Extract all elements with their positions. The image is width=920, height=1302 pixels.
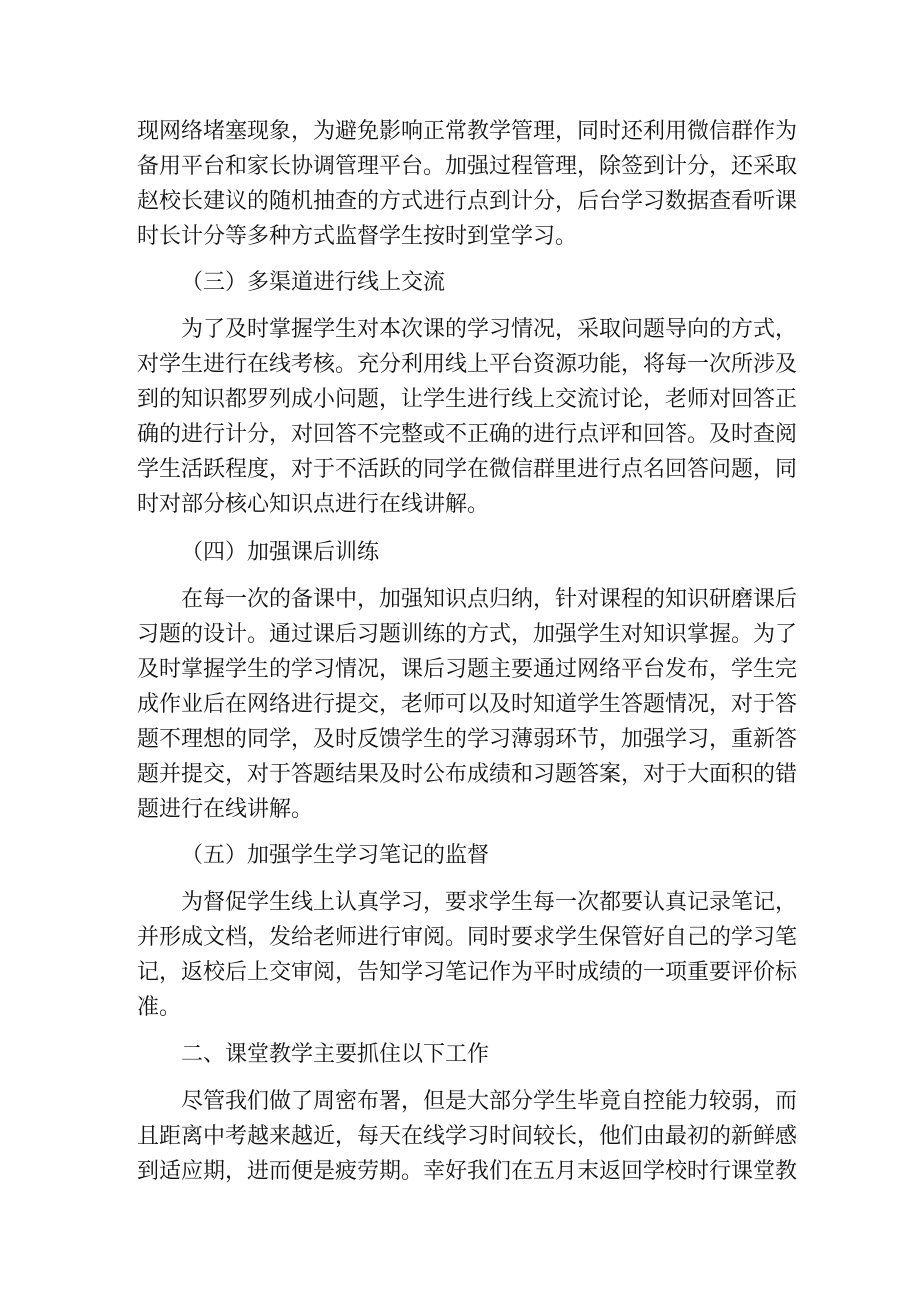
heading-section-4: [137, 535, 797, 570]
text-line: 时对部分核心知识点进行在线讲解。: [137, 492, 490, 517]
heading-section-5: [137, 838, 797, 873]
text-line: 习题的设计。通过课后习题训练的方式，加强学生对知识掌握。为了: [137, 622, 798, 647]
text-line: 确的进行计分，对回答不完整或不正确的进行点评和回答。及时查阅: [137, 422, 798, 447]
text-line: 尽管我们做了周密布署，但是大部分学生毕竟自控能力较弱，而: [181, 1089, 798, 1114]
text-line: 在每一次的备课中，加强知识点归纳，针对课程的知识研磨课后: [181, 587, 798, 612]
paragraph-classroom-teaching: [137, 1084, 797, 1189]
text-line: 准。: [137, 995, 182, 1020]
text-line: 到的知识都罗列成小问题，让学生进行线上交流讨论，老师对回答正: [137, 387, 798, 412]
text-line: 记，返校后上交审阅，告知学习笔记作为平时成绩的一项重要评价标: [137, 960, 798, 985]
text-line: 备用平台和家长协调管理平台。加强过程管理，除签到计分，还采取: [137, 154, 798, 179]
heading-section-3: [137, 265, 797, 300]
text-line: 为督促学生线上认真学习，要求学生每一次都要认真记录笔记，: [181, 890, 798, 915]
heading-text: （四）加强课后训练: [181, 540, 380, 565]
heading-text: 二、课堂教学主要抓住以下工作: [181, 1042, 490, 1067]
heading-text: （五）加强学生学习笔记的监督: [181, 843, 490, 868]
text-line: 题并提交，对于答题结果及时公布成绩和习题答案，对于大面积的错: [137, 762, 798, 787]
text-line: 并形成文档，发给老师进行审阅。同时要求学生保管好自己的学习笔: [137, 925, 798, 950]
paragraph-after-class-training: [137, 582, 797, 827]
text-line: 对学生进行在线考核。充分利用线上平台资源功能，将每一次所涉及: [137, 352, 798, 377]
paragraph-network-backup: [137, 114, 797, 254]
text-line: 赵校长建议的随机抽查的方式进行点到计分，后台学习数据查看听课: [137, 189, 798, 214]
text-line: 为了及时掌握学生对本次课的学习情况，采取问题导向的方式，: [181, 317, 798, 342]
text-line: 且距离中考越来越近，每天在线学习时间较长，他们由最初的新鲜感: [137, 1124, 798, 1149]
heading-part-2: [137, 1037, 797, 1072]
text-line: 到适应期，进而便是疲劳期。幸好我们在五月末返回学校时行课堂教: [137, 1159, 798, 1184]
paragraph-notes-supervision: [137, 885, 797, 1025]
text-line: 时长计分等多种方式监督学生按时到堂学习。: [137, 224, 578, 249]
text-line: 现网络堵塞现象，为避免影响正常教学管理，同时还利用微信群作为: [137, 119, 798, 144]
text-line: 题不理想的同学，及时反馈学生的学习薄弱环节，加强学习，重新答: [137, 727, 798, 752]
text-line: 及时掌握学生的学习情况，课后习题主要通过网络平台发布，学生完: [137, 657, 798, 682]
heading-text: （三）多渠道进行线上交流: [181, 270, 446, 295]
text-line: 成作业后在网络进行提交，老师可以及时知道学生答题情况，对于答: [137, 692, 798, 717]
paragraph-online-exchange: [137, 312, 797, 522]
text-line: 题进行在线讲解。: [137, 797, 314, 822]
text-line: 学生活跃程度，对于不活跃的同学在微信群里进行点名回答问题，同: [137, 457, 798, 482]
